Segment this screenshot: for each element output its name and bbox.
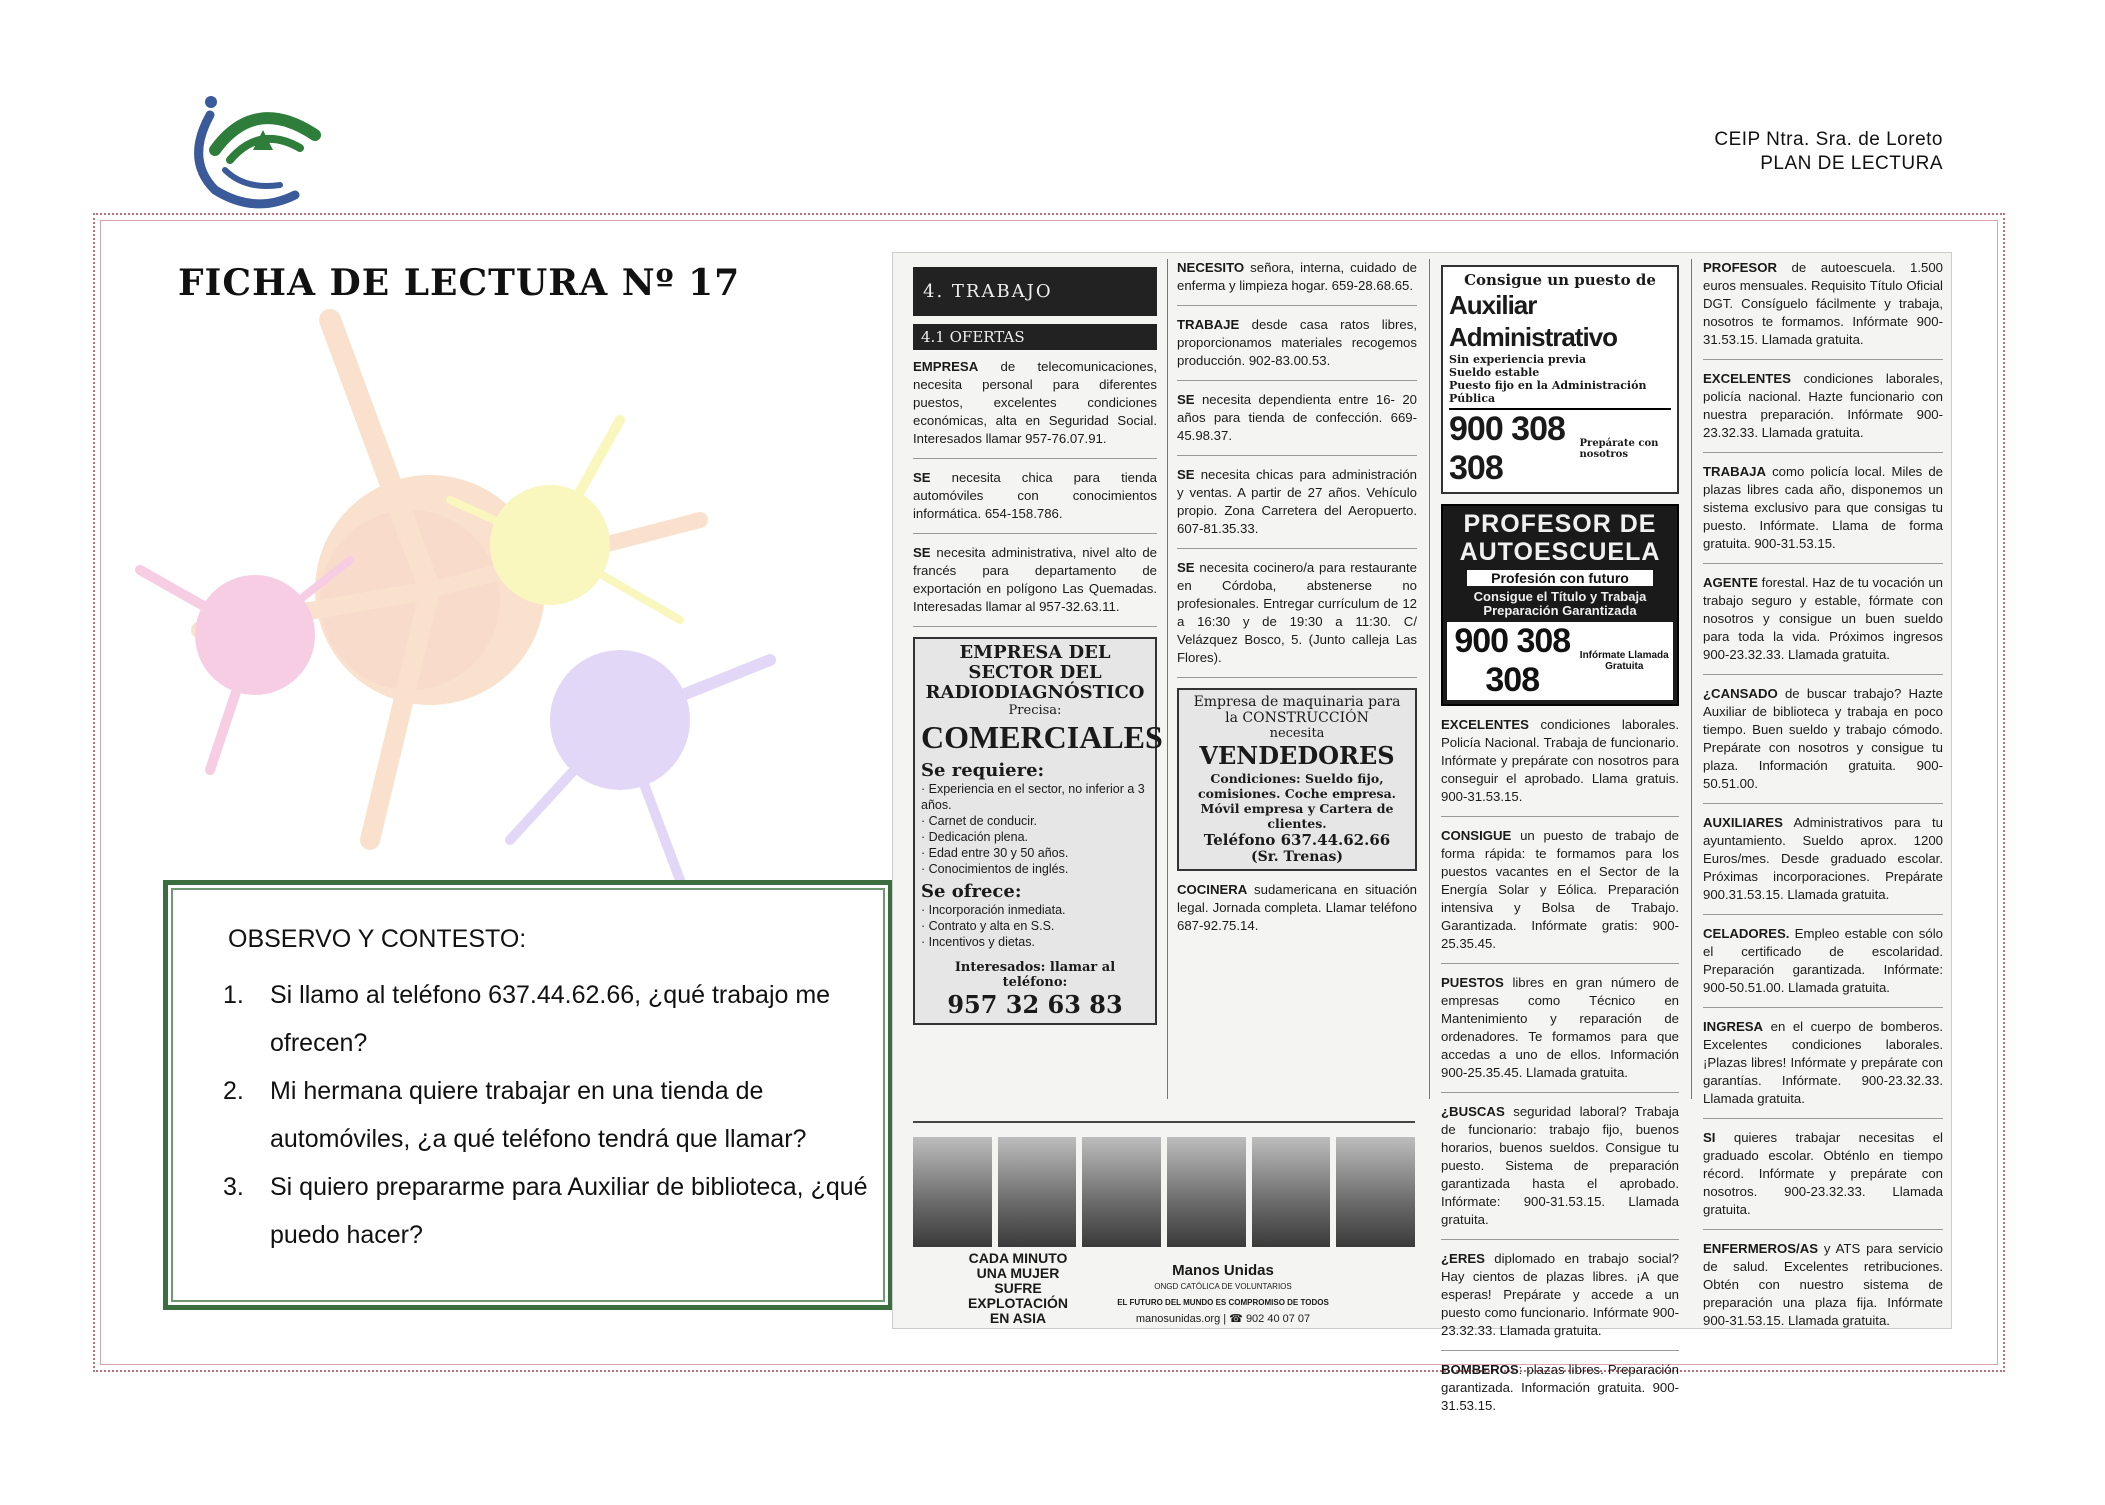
classified-ad: AGENTE forestal. Haz de tu vocación un trabajo seguro y estable, fórmate con nosotros y consigue un buen sueldo para toda la vida. Próximos ingresos 900-23.32.33. Llamada gratuita. [1703, 574, 1943, 675]
campaign-slogan: CADA MINUTO UNA MUJER SUFRE EXPLOTACIÓN EN ASIA [967, 1250, 1069, 1326]
classified-ad: PUESTOS libres en gran número de empresas como Técnico en Mantenimiento y reparación de ordenadores. Te formamos para que accedas a uno de ellos. Información 900-25.35.45. Llamada gratuita. [1441, 974, 1679, 1093]
classified-ad: SE necesita administrativa, nivel alto de francés para departamento de exportación en polígono Las Quemadas. Interesadas llamar al 957-32.63.11. [913, 544, 1157, 627]
classified-ad: EMPRESA de telecomunicaciones, necesita personal para diferentes puestos, excelentes condiciones económicas, alta en Seguridad Social. Interesados llamar 957-76.07.91. [913, 358, 1157, 459]
classified-ad: SE necesita chicas para administración y ventas. A partir de 27 años. Vehículo propio. Zona Carretera del Aeropuerto. 607-81.35.33. [1177, 466, 1417, 549]
ads-column-3 [1441, 259, 1679, 1435]
subsection-heading: 4.1 OFERTAS [913, 324, 1157, 350]
photo [998, 1137, 1077, 1247]
question-number: 1. [223, 981, 244, 1009]
classified-ad: ¿ERES diplomado en trabajo social? Hay cientos de plazas libres. ¡A que esperas! Prepárate y accede a un puesto como funcionario. Infórmate 900-23.32.33. Llamada gratuita. [1441, 1250, 1679, 1351]
manos-unidas-info: Manos Unidas ONGD CATÓLICA DE VOLUNTARIOS EL FUTURO DEL MUNDO ES COMPROMISO DE TODOS manosunidas.org | ☎ 902 40 07 07 [1117, 1262, 1329, 1325]
question-item [223, 1163, 873, 1259]
classified-ad: SE necesita cocinero/a para restaurante en Córdoba, abstenerse no profesionales. Entregar currículum de 12 a 16:30 y de 19:30 a 11:30. C/ Velázquez Bosco, 5. (Junto calleja Las Flores). [1177, 559, 1417, 678]
photo [1082, 1137, 1161, 1247]
auxiliar-administrativo-ad: Consigue un puesto de Auxiliar Administrativo Sin experiencia previa Sueldo estable Puesto fijo en la Administración Pública 900 308 308 Prepárate con nosotros [1441, 265, 1679, 494]
junta-logo [175, 90, 335, 215]
classified-ad: ENFERMEROS/AS y ATS para servicio de salud. Excelentes retribuciones. Obtén con nuestro sistema de preparación una plaza fija. Infórmate 900-31.53.15. Llamada gratuita. [1703, 1241, 1943, 1328]
question-number: 3. [223, 1173, 244, 1201]
classified-ad: CONSIGUE un puesto de trabajo de forma rápida: te formamos para los puestos vacantes en el Sector de la Energía Solar y Eólica. Preparación intensiva y Bolsa de Trabajo. Garantizada. Infórmate gratis: 900-25.35.45. [1441, 827, 1679, 964]
questions-heading: OBSERVO Y CONTESTO: [228, 925, 527, 953]
classified-ad: CELADORES. Empleo estable con sólo el certificado de escolaridad. Preparación garantizada. Infórmate: 900-50.51.00. Llamada gratuita. [1703, 925, 1943, 1008]
paint-splash-decoration [120, 300, 820, 920]
classified-ad: BOMBEROS: plazas libres. Preparación garantizada. Información gratuita. 900-31.53.15. [1441, 1362, 1679, 1413]
classified-ad: SE necesita chica para tienda automóviles con conocimientos informática. 654-158.786. [913, 469, 1157, 534]
school-name: CEIP Ntra. Sra. de Loreto [1714, 129, 1943, 150]
construction-sales-ad: Empresa de maquinaria para la CONSTRUCCIÓN necesita VENDEDORES Condiciones: Sueldo fijo, comisiones. Coche empresa. Móvil empresa y Cartera de clientes. Teléfono 637.44.62.66 (Sr. Trenas) [1177, 688, 1417, 871]
column-divider [1429, 259, 1430, 1099]
classified-ad: SI quieres trabajar necesitas el graduado escolar. Obténlo en tiempo récord. Infórmate y prepárate con nosotros. 900-23.32.33. Llamada gratuita. [1703, 1129, 1943, 1230]
radiodiagnostic-job-ad: EMPRESA DEL SECTOR DEL RADIODIAGNÓSTICO Precisa: COMERCIALES Se requiere: · Experiencia en el sector, no inferior a 3 años. · Carnet de conducir. · Dedicación plena. · Edad entre 30 y 50 años. · Conocimientos de inglés. Se ofrece: · Incorporación inmediata. · Contrato y alta en S.S. · Incentivos y dietas. Interesados: llamar al teléfono: 957 32 63 83 [913, 637, 1157, 1025]
classified-ad: ¿CANSADO de buscar trabajo? Hazte Auxiliar de biblioteca y trabaja en poco tiempo. Buen sueldo y trabajo cómodo. Prepárate con nosotros y consigue tu plaza. Información gratuita. 900-50.51.00. [1703, 685, 1943, 804]
question-text: Mi hermana quiere trabajar en una tienda de automóviles, ¿a qué teléfono tendrá que llamar? [270, 1077, 807, 1153]
classified-ad: SE necesita dependienta entre 16- 20 años para tienda de confección. 669-45.98.37. [1177, 391, 1417, 456]
classified-ad: TRABAJA como policía local. Miles de plazas libres cada año, disponemos un sistema exclusivo para que consigas tu puesto. Infórmate. Llama de forma gratuita. 900-31.53.15. [1703, 463, 1943, 564]
ads-column-4 [1703, 259, 1943, 1350]
classified-ad: TRABAJE desde casa ratos libres, proporcionamos materiales recogemos producción. 902-83.00.53. [1177, 316, 1417, 381]
ads-column-1 [913, 259, 1163, 1035]
questions-box [163, 880, 893, 1310]
question-text: Si quiero prepararme para Auxiliar de biblioteca, ¿qué puedo hacer? [270, 1173, 868, 1249]
section-heading: 4. TRABAJO [913, 267, 1157, 316]
photo [1336, 1137, 1415, 1247]
classified-ad: ¿BUSCAS seguridad laboral? Trabaja de funcionario: trabajo fijo, buenos horarios, buenos sueldos. Consigue tu puesto. Sistema de preparación garantizada hasta el aprobado. Infórmate: 900-31.53.15. Llamada gratuita. [1441, 1103, 1679, 1240]
classified-ad: EXCELENTES condiciones laborales, policía nacional. Hazte funcionario con nuestra preparación. Infórmate 900-23.32.33. Llamada gratuita. [1703, 370, 1943, 453]
question-number: 2. [223, 1077, 244, 1105]
photo [1167, 1137, 1246, 1247]
ads-column-2 [1177, 259, 1417, 955]
photo [1252, 1137, 1331, 1247]
question-item [223, 971, 873, 1067]
school-header [1714, 128, 1943, 176]
classified-ad: COCINERA sudamericana en situación legal. Jornada completa. Llamar teléfono 687-92.75.14. [1177, 882, 1417, 933]
classified-ad: INGRESA en el cuerpo de bomberos. Excelentes condiciones laborales. ¡Plazas libres! Infórmate y prepárate con garantías. Infórmate. 900-23.32.33. Llamada gratuita. [1703, 1018, 1943, 1119]
question-item [223, 1067, 873, 1163]
question-text: Si llamo al teléfono 637.44.62.66, ¿qué trabajo me ofrecen? [270, 981, 831, 1057]
worksheet-title: FICHA DE LECTURA Nº 17 [178, 262, 741, 304]
classified-ad: NECESITO señora, interna, cuidado de enferma y limpieza hogar. 659-28.68.65. [1177, 259, 1417, 306]
column-divider [1167, 259, 1168, 1099]
classified-ad: AUXILIARES Administrativos para tu ayuntamiento. Sueldo aprox. 1200 Euros/mes. Desde graduado escolar. Próximas incorporaciones. Prepárate 900.31.53.15. Llamada gratuita. [1703, 814, 1943, 915]
classified-ads-clipping [892, 252, 1952, 1413]
photo [913, 1137, 992, 1247]
driving-instructor-ad: PROFESOR DE AUTOESCUELA Profesión con futuro Consigue el Título y Trabaja Preparación Garantizada 900 308 308 Infórmate Llamada Gratuita [1441, 504, 1679, 706]
classified-ad: PROFESOR de autoescuela. 1.500 euros mensuales. Requisito Título Oficial DGT. Consíguelo fácilmente y trabaja, nosotros te formamos. Infórmate 900-31.53.15. Llamada gratuita. [1703, 259, 1943, 360]
questions-list [223, 971, 873, 1259]
photo-strip [913, 1137, 1415, 1247]
manos-unidas-ad [913, 1121, 1415, 1326]
column-divider [1691, 259, 1692, 1099]
reading-plan-label: PLAN DE LECTURA [1760, 153, 1943, 174]
classified-ad: EXCELENTES condiciones laborales. Policía Nacional. Trabaja de funcionario. Infórmate y prepárate con nosotros para conseguir el aprobado. Llama gratuis. 900-31.53.15. [1441, 716, 1679, 817]
